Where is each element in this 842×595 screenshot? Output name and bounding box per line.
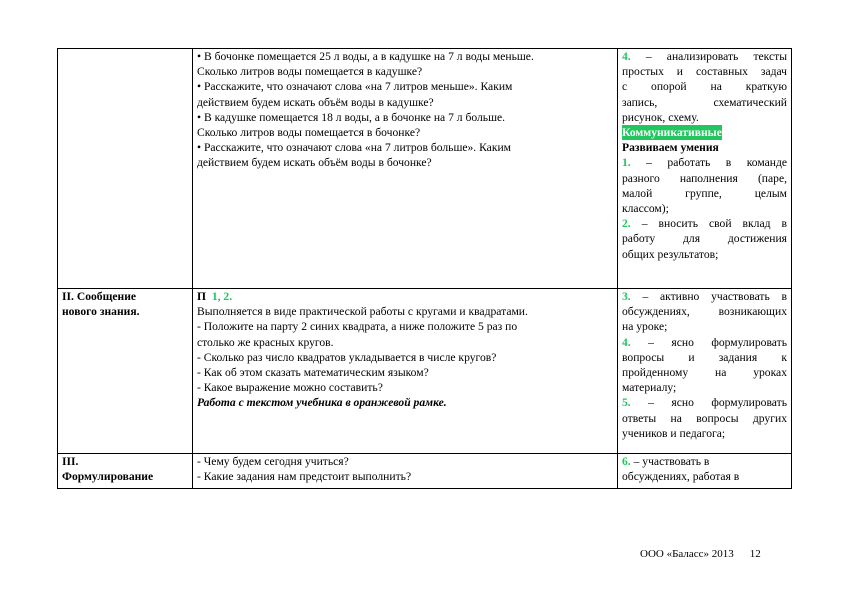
content-line: - Какие задания нам предстоит выполнить? bbox=[197, 470, 412, 484]
content-line: - Как об этом сказать математическим языком? bbox=[197, 366, 429, 380]
textbook-instruction: Работа с текстом учебника в оранжевой рамке. bbox=[197, 396, 447, 410]
content-line: • В бочонке помещается 25 л воды, а в кадушке на 7 л воды меньше. bbox=[197, 50, 534, 63]
uud-item-number: 5. bbox=[622, 396, 631, 410]
uud-line: – активно участвовать в bbox=[642, 290, 787, 303]
uud-item-number: 6. bbox=[622, 455, 631, 468]
page-footer bbox=[640, 547, 761, 562]
uud-line: с опорой на краткую bbox=[622, 80, 787, 94]
uud-item-number: 3. bbox=[622, 290, 631, 303]
content-line: • В кадушке помещается 18 л воды, а в бочонке на 7 л больше. bbox=[197, 110, 506, 124]
stage-cell bbox=[58, 454, 193, 489]
uud-line: – анализировать тексты bbox=[645, 50, 787, 63]
table-row bbox=[58, 289, 792, 454]
reference-prefix: П bbox=[197, 290, 207, 303]
stage-label: II. Сообщение bbox=[62, 290, 137, 303]
content-line: • Расскажите, что означают слова «на 7 литров меньше». Каким bbox=[197, 80, 513, 94]
uud-line: – вносить свой вклад в bbox=[641, 217, 787, 231]
uud-line: – работать в команде bbox=[646, 156, 787, 170]
uud-item-5 bbox=[622, 395, 787, 410]
content-line: Выполняется в виде практической работы с кругами и квадратами. bbox=[197, 305, 528, 319]
uud-line: пройденному на уроках bbox=[622, 366, 787, 380]
stage-label: нового знания. bbox=[62, 305, 140, 319]
content-line: - Сколько раз число квадратов укладывается в числе кругов? bbox=[197, 350, 497, 364]
content-line: - Положите на парту 2 синих квадрата, а ниже положите 5 раз по bbox=[197, 320, 518, 334]
stage-cell bbox=[58, 289, 193, 454]
uud-item-number: 4. bbox=[622, 50, 631, 63]
content-line: • Расскажите, что означают слова «на 7 литров больше». Каким bbox=[197, 141, 512, 155]
uud-line: работу для достижения bbox=[622, 232, 787, 246]
uud-line: на уроке; bbox=[622, 320, 668, 334]
uud-line: – ясно формулировать bbox=[648, 335, 787, 349]
uud-cell bbox=[618, 454, 792, 489]
uud-line: вопросы и задания к bbox=[622, 350, 787, 364]
content-line: Сколько литров воды помещается в кадушке? bbox=[197, 65, 423, 79]
table-row bbox=[58, 454, 792, 489]
uud-line: классом); bbox=[622, 202, 669, 216]
uud-item-6 bbox=[622, 454, 787, 469]
uud-line: учеников и педагога; bbox=[622, 426, 726, 440]
uud-line: – ясно формулировать bbox=[648, 396, 787, 410]
content-cell bbox=[193, 289, 618, 454]
uud-line: обсуждениях, возникающих bbox=[622, 305, 787, 319]
content-line: действием будем искать объём воды в кадушке? bbox=[197, 95, 434, 109]
uud-line: разного наполнения (паре, bbox=[622, 171, 787, 185]
uud-item-4 bbox=[622, 335, 787, 350]
content-cell bbox=[193, 454, 618, 489]
content-line: - Какое выражение можно составить? bbox=[197, 381, 383, 395]
uud-line: простых и составных задач bbox=[622, 65, 787, 79]
uud-cell bbox=[618, 289, 792, 454]
uud-item-3 bbox=[622, 289, 787, 304]
uud-subheading: Развиваем умения bbox=[622, 141, 719, 155]
stage-cell bbox=[58, 49, 193, 289]
uud-line: – участвовать в bbox=[633, 455, 710, 468]
reference-numbers: 1, 2. bbox=[211, 290, 233, 303]
uud-heading-text: Коммуникативные bbox=[622, 126, 722, 140]
uud-line: ответы на вопросы других bbox=[622, 411, 787, 425]
uud-item-4 bbox=[622, 49, 787, 64]
content-line: Сколько литров воды помещается в бочонке? bbox=[197, 126, 421, 140]
content-cell bbox=[193, 49, 618, 289]
uud-heading bbox=[622, 125, 787, 140]
uud-item-1 bbox=[622, 155, 787, 170]
uud-line: общих результатов; bbox=[622, 247, 719, 261]
publisher-label: ООО «Баласс» 2013 bbox=[640, 548, 734, 560]
stage-label: III. bbox=[62, 455, 79, 468]
uud-line: обсуждениях, работая в bbox=[622, 470, 740, 484]
content-line: - Чему будем сегодня учиться? bbox=[197, 455, 349, 468]
content-line: столько же красных кругов. bbox=[197, 335, 334, 349]
uud-item-2 bbox=[622, 216, 787, 231]
uud-line: малой группе, целым bbox=[622, 186, 787, 200]
uud-item-number: 4. bbox=[622, 335, 631, 349]
textbook-reference bbox=[197, 289, 613, 304]
uud-cell bbox=[618, 49, 792, 289]
uud-item-number: 1. bbox=[622, 156, 631, 170]
uud-line: материалу; bbox=[622, 381, 677, 395]
lesson-plan-table bbox=[57, 48, 792, 489]
uud-line: запись, схематический bbox=[622, 95, 787, 109]
uud-line: рисунок, схему. bbox=[622, 110, 699, 124]
stage-label: Формулирование bbox=[62, 470, 154, 484]
uud-item-number: 2. bbox=[622, 217, 631, 231]
content-line: действием будем искать объём воды в бочонке? bbox=[197, 156, 432, 170]
page-number: 12 bbox=[749, 548, 761, 560]
table-row bbox=[58, 49, 792, 289]
